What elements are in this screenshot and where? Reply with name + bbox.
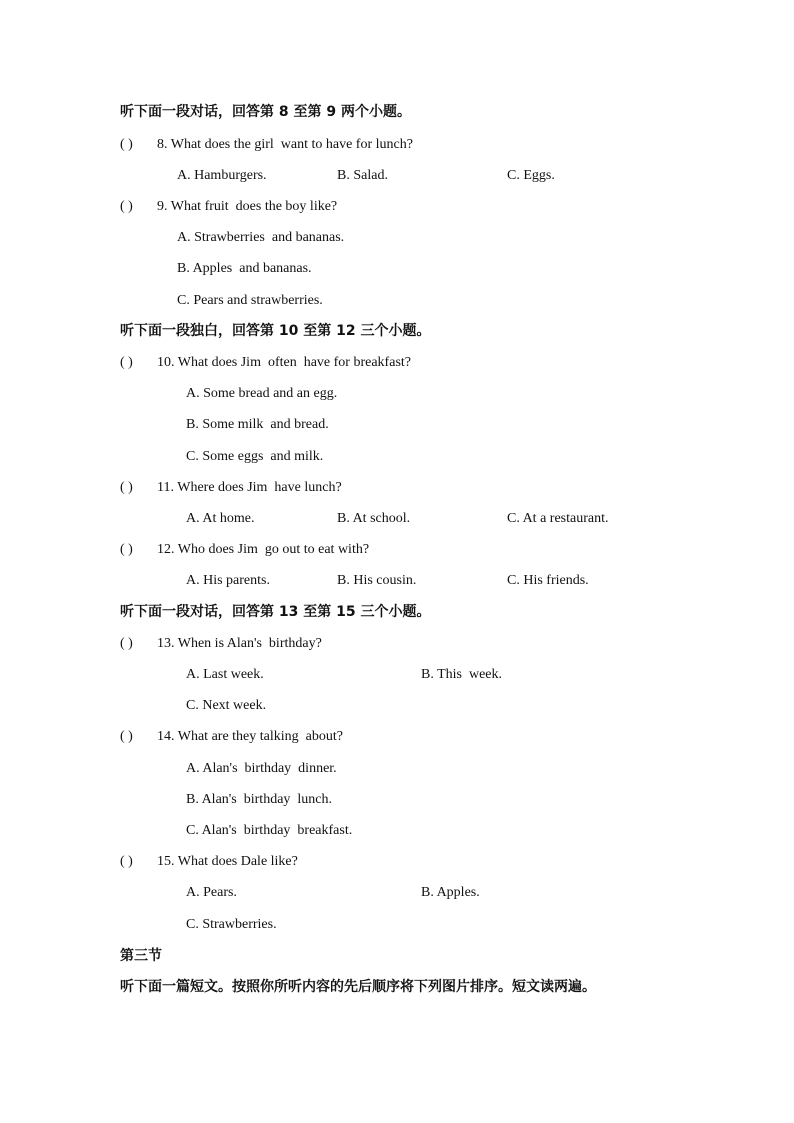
question-stem: 14. What are they talking about? [157, 729, 343, 744]
question-stem: 15. What does Dale like? [157, 854, 298, 869]
option-c: C. Eggs. [507, 168, 555, 183]
answer-blank: ( ) [120, 854, 133, 869]
answer-blank: ( ) [120, 199, 133, 214]
option-b: B. This week. [421, 667, 503, 682]
section-header: 听下面一段对话，回答第 13 至第 15 三个小题。 [120, 604, 431, 620]
option-b: B. Salad. [337, 168, 388, 183]
option-c: C. Some eggs and milk. [186, 449, 324, 464]
option-a: A. Alan's birthday dinner. [186, 761, 337, 776]
section-instructions: 听下面一篇短文。按照你所听内容的先后顺序将下列图片排序。短文读两遍。 [120, 979, 596, 995]
answer-blank: ( ) [120, 636, 133, 651]
option-c: C. Strawberries. [186, 917, 277, 932]
question-stem: 11. Where does Jim have lunch? [157, 480, 342, 495]
option-a: A. At home. [186, 511, 255, 526]
option-c: C. Pears and strawberries. [177, 293, 323, 308]
option-b: B. Apples. [421, 885, 480, 900]
option-b: B. His cousin. [337, 573, 417, 588]
answer-blank: ( ) [120, 355, 133, 370]
option-a: A. Hamburgers. [177, 168, 267, 183]
option-c: C. At a restaurant. [507, 511, 609, 526]
answer-blank: ( ) [120, 480, 133, 495]
option-b: B. Some milk and bread. [186, 417, 329, 432]
question-stem: 12. Who does Jim go out to eat with? [157, 542, 370, 557]
section-header: 听下面一段对话，回答第 8 至第 9 两个小题。 [120, 104, 411, 120]
part-title: 第三节 [120, 948, 162, 964]
option-a: A. Some bread and an egg. [186, 386, 338, 401]
option-a: A. Last week. [186, 667, 264, 682]
answer-blank: ( ) [120, 542, 133, 557]
option-b: B. Alan's birthday lunch. [186, 792, 333, 807]
question-stem: 10. What does Jim often have for breakfast? [157, 355, 411, 370]
answer-blank: ( ) [120, 729, 133, 744]
question-stem: 9. What fruit does the boy like? [157, 199, 338, 214]
answer-blank: ( ) [120, 137, 133, 152]
option-c: C. Alan's birthday breakfast. [186, 823, 353, 838]
question-stem: 8. What does the girl want to have for lunch? [157, 137, 413, 152]
question-stem: 13. When is Alan's birthday? [157, 636, 322, 651]
option-c: C. Next week. [186, 698, 267, 713]
option-a: A. Strawberries and bananas. [177, 230, 345, 245]
option-a: A. Pears. [186, 885, 237, 900]
option-b: B. Apples and bananas. [177, 261, 312, 276]
section-header: 听下面一段独白，回答第 10 至第 12 三个小题。 [120, 323, 431, 339]
option-a: A. His parents. [186, 573, 270, 588]
option-c: C. His friends. [507, 573, 589, 588]
option-b: B. At school. [337, 511, 411, 526]
